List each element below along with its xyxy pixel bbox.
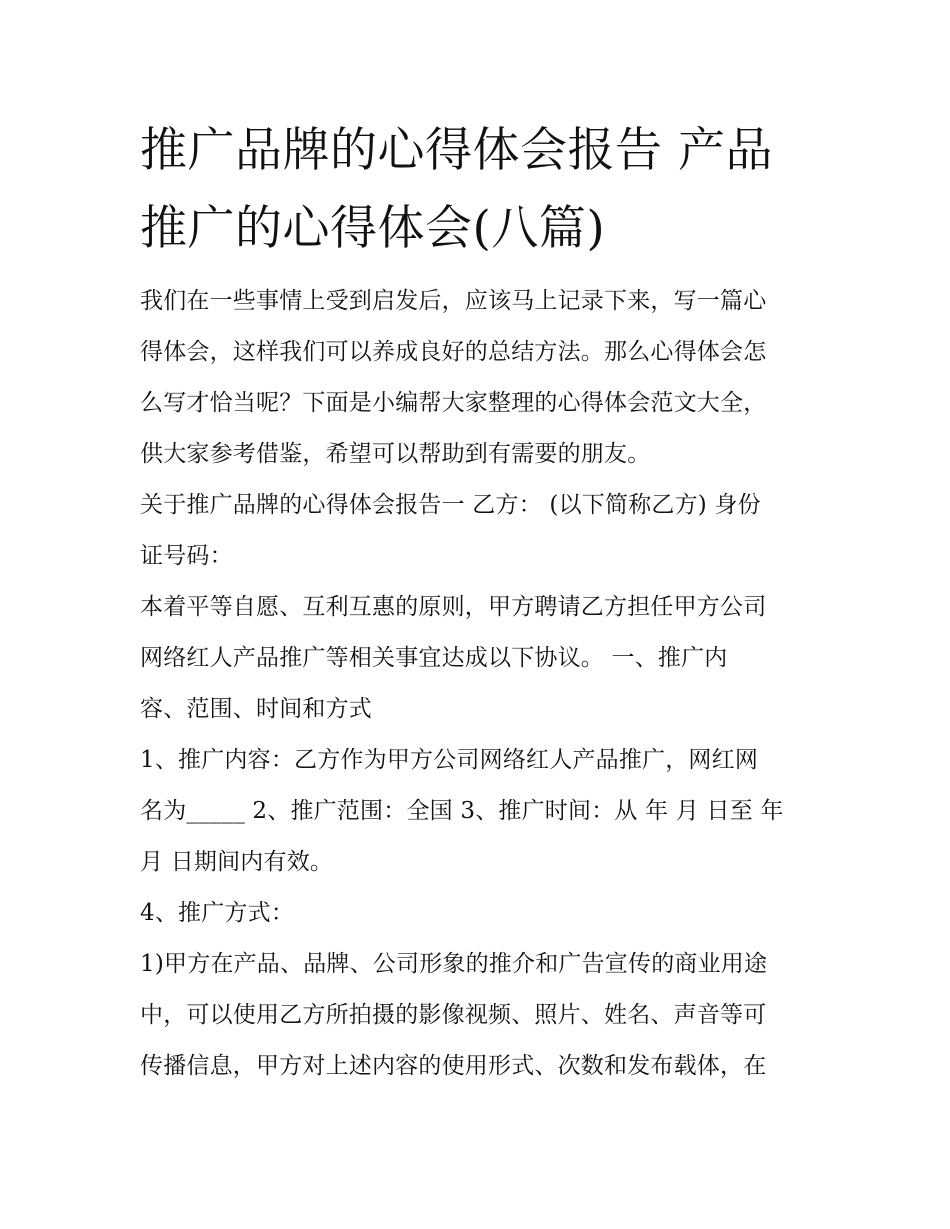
document-body [140, 112, 812, 1092]
promotion-content-paragraph [140, 735, 812, 888]
text-line: 供大家参考借鉴，希望可以帮助到有需要的朋友。 [140, 441, 651, 467]
text-line: 月 日期间内有效。 [140, 849, 334, 875]
title-line: 推广的心得体会(八篇) [140, 201, 606, 256]
text-line: 得体会，这样我们可以养成良好的总结方法。那么心得体会怎 [140, 339, 767, 365]
text-line: 容、范围、时间和方式 [140, 696, 372, 722]
text-line: 证号码： [140, 543, 233, 569]
text-line: 么写才恰当呢？下面是小编帮大家整理的心得体会范文大全， [140, 390, 767, 416]
text-line: 中，可以使用乙方所拍摄的影像视频、照片、姓名、声音等可 [140, 1002, 767, 1028]
report-heading-paragraph [140, 480, 812, 582]
agreement-paragraph [140, 582, 812, 735]
text-line: 4、推广方式： [140, 900, 295, 926]
text-line: 名为_____ 2、推广范围：全国 3、推广时间：从 年 月 日至 年 [140, 798, 784, 824]
intro-paragraph [140, 276, 812, 480]
text-line: 我们在一些事情上受到启发后，应该马上记录下来，写一篇心 [140, 288, 767, 314]
promotion-method-heading [140, 888, 812, 939]
text-line: 关于推广品牌的心得体会报告一 乙方： (以下简称乙方) 身份 [140, 492, 761, 518]
text-line: 1)甲方在产品、品牌、公司形象的推介和广告宣传的商业用途 [140, 951, 768, 977]
promotion-method-paragraph [140, 939, 812, 1092]
text-line: 1、推广内容：乙方作为甲方公司网络红人产品推广，网红网 [140, 747, 759, 773]
title-line: 推广品牌的心得体会报告 产品 [140, 123, 773, 178]
document-title [140, 112, 812, 268]
text-line: 网络红人产品推广等相关事宜达成以下协议。 一、推广内 [140, 645, 728, 671]
text-line: 本着平等自愿、互利互惠的原则，甲方聘请乙方担任甲方公司 [140, 594, 767, 620]
text-line: 传播信息，甲方对上述内容的使用形式、次数和发布载体，在 [140, 1053, 767, 1079]
